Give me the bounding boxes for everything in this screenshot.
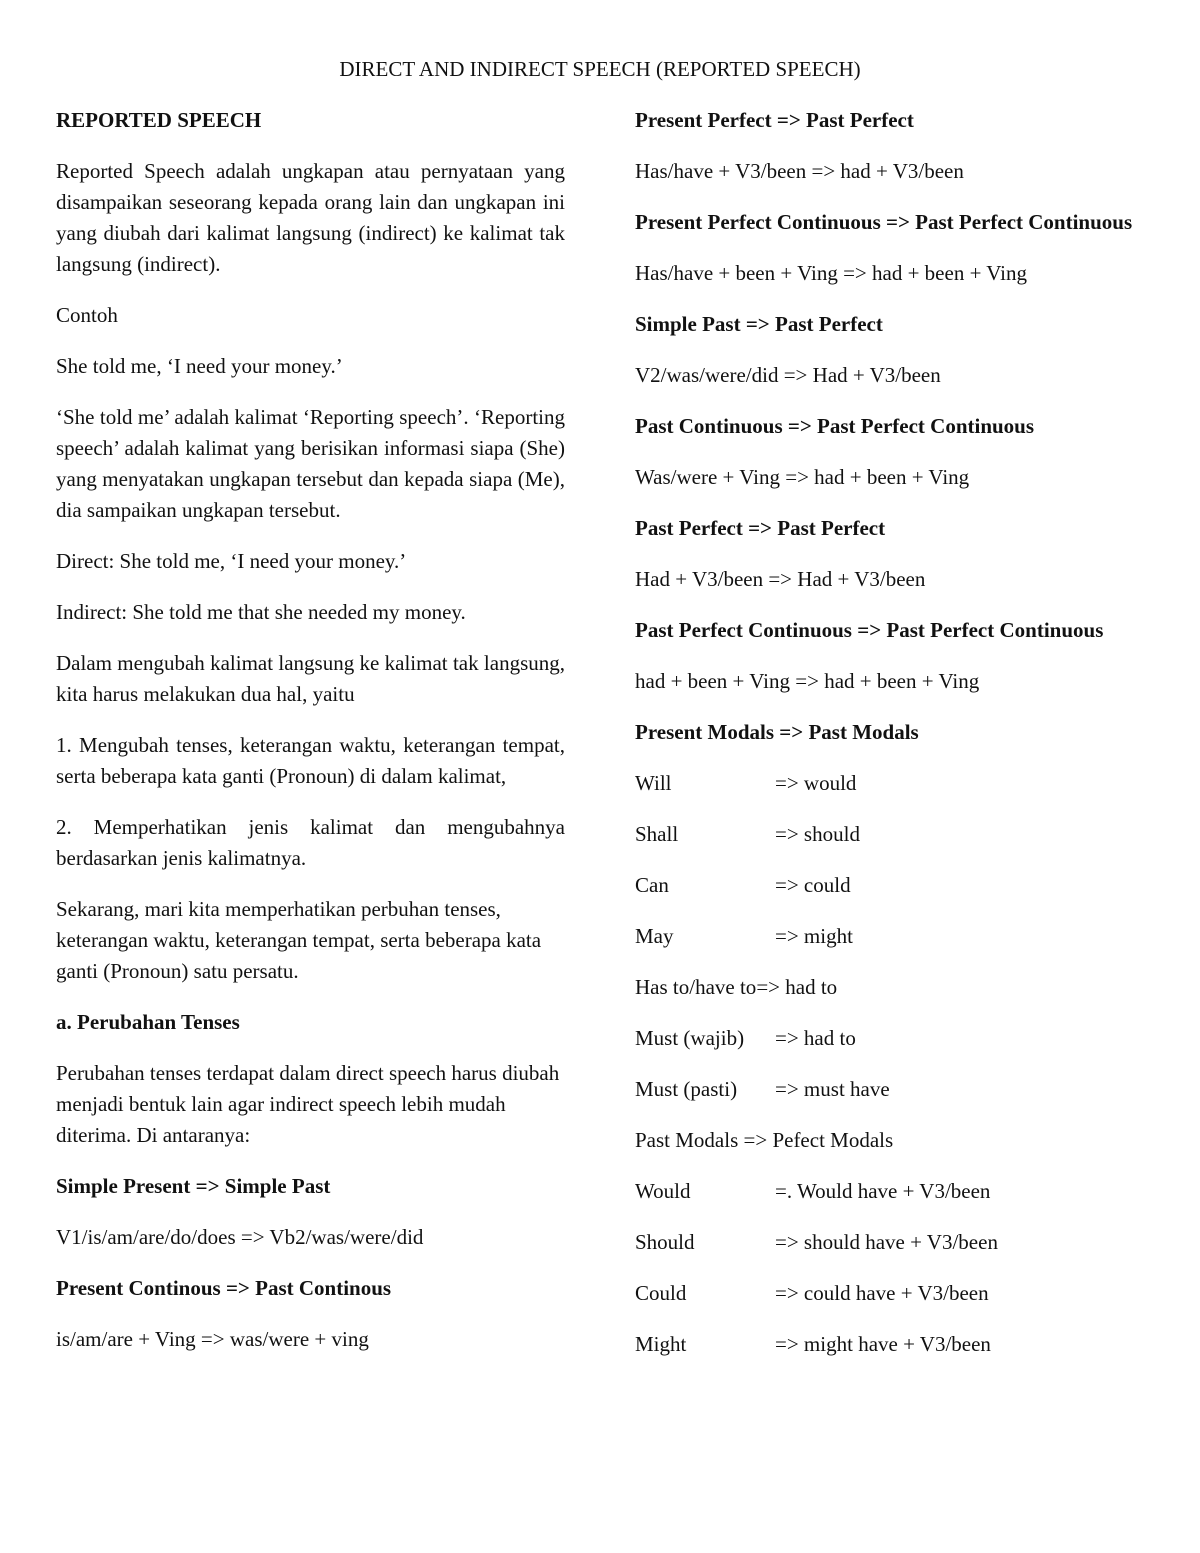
modal-from: Has to/have to	[635, 975, 757, 999]
modal-row	[635, 921, 1144, 952]
present-perfect-heading: Present Perfect => Past Perfect	[635, 108, 914, 132]
dalam-paragraph: Dalam mengubah kalimat langsung ke kalimat tak langsung, kita harus melakukan dua hal, yaitu	[56, 651, 565, 706]
example-sentence: She told me, ‘I need your money.’	[56, 354, 343, 378]
intro-paragraph: Reported Speech adalah ungkapan atau pernyataan yang disampaikan seseorang kepada orang lain dan ungkapan ini yang diubah dari kalimat langsung (indirect) ke kalimat tak langsung (indirect).	[56, 159, 565, 276]
perfect-modal-to: => could have + V3/been	[775, 1281, 989, 1305]
modal-row	[635, 870, 1144, 901]
modal-from: Will	[635, 771, 672, 795]
step-1: 1. Mengubah tenses, keterangan waktu, keterangan tempat, serta beberapa kata ganti (Pronoun) di dalam kalimat,	[56, 733, 565, 788]
document-title: DIRECT AND INDIRECT SPEECH (REPORTED SPEECH)	[339, 57, 861, 81]
present-perfect-formula: Has/have + V3/been => had + V3/been	[635, 159, 964, 183]
right-column	[635, 105, 1144, 1380]
past-perfect-continuous-formula: had + been + Ving => had + been + Ving	[635, 669, 980, 693]
perfect-modal-row	[635, 1278, 1144, 1309]
past-perfect-continuous-heading: Past Perfect Continuous => Past Perfect Continuous	[635, 618, 1104, 642]
perfect-modal-from: Should	[635, 1230, 695, 1254]
past-perfect-formula: Had + V3/been => Had + V3/been	[635, 567, 926, 591]
modal-to: => could	[775, 873, 851, 897]
modal-to: => must have	[775, 1077, 890, 1101]
modal-from: Must (pasti)	[635, 1077, 738, 1101]
modal-to: => had to	[756, 975, 838, 999]
present-perfect-continuous-heading: Present Perfect Continuous => Past Perfect Continuous	[635, 210, 1133, 234]
present-perfect-continuous-formula: Has/have + been + Ving => had + been + Ving	[635, 261, 1028, 285]
modal-row	[635, 1074, 1144, 1105]
modal-to: => would	[775, 771, 857, 795]
indirect-example: Indirect: She told me that she needed my money.	[56, 600, 466, 624]
perfect-modal-row	[635, 1227, 1144, 1258]
direct-example: Direct: She told me, ‘I need your money.’	[56, 549, 407, 573]
step-2: 2. Memperhatikan jenis kalimat dan mengubahnya berdasarkan jenis kalimatnya.	[56, 815, 565, 870]
modal-row	[635, 972, 1144, 1003]
present-continous-heading: Present Continous => Past Continous	[56, 1276, 392, 1300]
left-column	[56, 105, 565, 1375]
contoh-label: Contoh	[56, 303, 118, 327]
perfect-modal-from: Would	[635, 1179, 691, 1203]
perfect-modal-to: => should have + V3/been	[775, 1230, 998, 1254]
modal-from: May	[635, 924, 674, 948]
modal-from: Can	[635, 873, 669, 897]
simple-past-formula: V2/was/were/did => Had + V3/been	[635, 363, 941, 387]
perfect-modal-row	[635, 1176, 1144, 1207]
modal-row	[635, 768, 1144, 799]
explanation-paragraph: ‘She told me’ adalah kalimat ‘Reporting speech’. ‘Reporting speech’ adalah kalimat yang berisikan informasi siapa (She) yang menyatakan ungkapan tersebut dan kepada siapa (Me), dia sampaikan ungkapan tersebut.	[56, 405, 565, 522]
modal-from: Must (wajib)	[635, 1026, 745, 1050]
perfect-modal-to: => might have + V3/been	[775, 1332, 991, 1356]
modal-from: Shall	[635, 822, 679, 846]
past-continuous-heading: Past Continuous => Past Perfect Continuous	[635, 414, 1035, 438]
past-continuous-formula: Was/were + Ving => had + been + Ving	[635, 465, 970, 489]
modal-row	[635, 819, 1144, 850]
perubahan-paragraph: Perubahan tenses terdapat dalam direct speech harus diubah menjadi bentuk lain agar indirect speech lebih mudah diterima. Di antaranya:	[56, 1061, 560, 1147]
modal-row	[635, 1023, 1144, 1054]
modal-to: => should	[775, 822, 860, 846]
sekarang-paragraph: Sekarang, mari kita memperhatikan perbuhan tenses, keterangan waktu, keterangan tempat, serta beberapa kata ganti (Pronoun) satu persatu.	[56, 897, 542, 983]
modal-to: => had to	[775, 1026, 856, 1050]
simple-present-formula: V1/is/am/are/do/does => Vb2/was/were/did	[56, 1225, 424, 1249]
section-a-heading: a. Perubahan Tenses	[56, 1010, 240, 1034]
present-continous-formula: is/am/are + Ving => was/were + ving	[56, 1327, 369, 1351]
past-perfect-heading: Past Perfect => Past Perfect	[635, 516, 886, 540]
present-modals-heading: Present Modals => Past Modals	[635, 720, 919, 744]
modal-to: => might	[775, 924, 853, 948]
perfect-modal-to: =. Would have + V3/been	[775, 1179, 991, 1203]
simple-present-heading: Simple Present => Simple Past	[56, 1174, 331, 1198]
perfect-modal-from: Could	[635, 1281, 687, 1305]
section-heading: REPORTED SPEECH	[56, 108, 262, 132]
perfect-modal-row	[635, 1329, 1144, 1360]
perfect-modal-from: Might	[635, 1332, 687, 1356]
past-modals-heading: Past Modals => Pefect Modals	[635, 1128, 894, 1152]
simple-past-heading: Simple Past => Past Perfect	[635, 312, 883, 336]
